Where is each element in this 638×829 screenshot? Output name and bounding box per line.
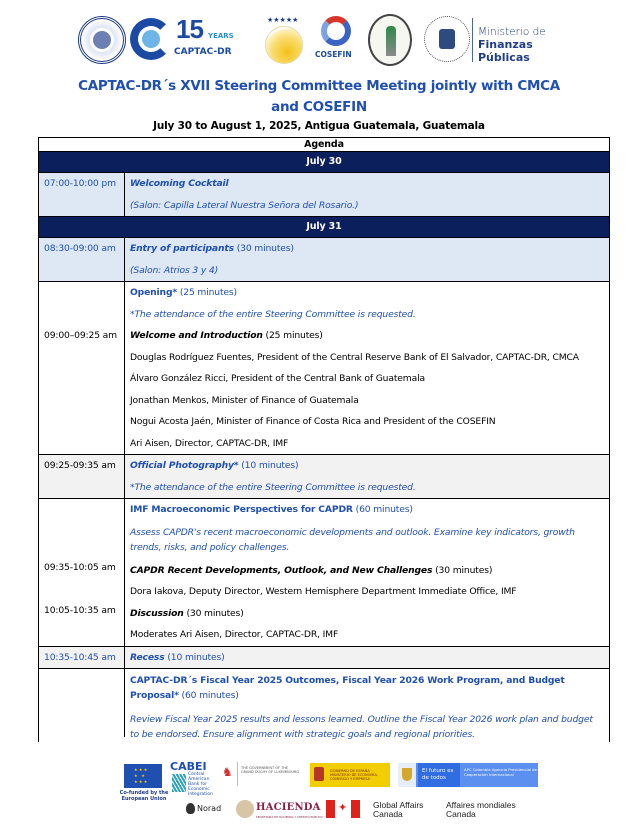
session-title: IMF Macroeconomic Perspectives for CAPDR [130,504,353,515]
page-title-line2: and COSEFIN [271,99,367,115]
sub-session-duration: (30 minutes) [435,564,493,576]
session-time: 10:05-10:35 am [44,605,116,616]
affaires-mondiales-canada-text: Affaires mondiales Canada [446,800,516,819]
day-header-july-30: July 30 [39,152,609,173]
apc-colombia-text: APC Colombia Agencia Presidencial de Cooperación Internacional [464,767,537,777]
captac-dr-logo [174,16,246,64]
agenda-row-imf-macroeconomic-perspectives [39,499,609,647]
minfin-line1: Ministerio de [478,26,546,38]
gobierno-guatemala-seal-icon [424,16,470,62]
page-title-line1: CAPTAC-DR´s XVII Steering Committee Meeting jointly with CMCA [78,78,560,94]
speaker: Nogui Acosta Jaén, Minister of Finance of Costa Rica and President of the COSEFIN [130,416,496,427]
session-time-cell [39,647,125,669]
mexico-seal-icon [236,800,254,818]
norad-text: Norad [197,804,222,813]
logo-divider [472,18,473,62]
agenda-row-fiscal-year-outcomes [39,669,609,742]
session-time-cell [39,499,125,646]
speaker: Dora Iakova, Deputy Director, Western Hemisphere Department Immediate Office, IMF [130,586,517,597]
cosefin-logo [313,14,359,66]
session-description-line2: to be endorsed. Ensure alignment with strategic goals and regional priorities. [130,729,475,740]
session-duration: (10 minutes) [241,460,299,471]
session-content-cell [125,238,609,281]
session-time-cell [39,238,125,281]
agenda-row-opening [39,282,609,455]
banco-de-guatemala-seal-icon [368,14,412,66]
cabei-logo [170,760,222,797]
session-time: 09:00–09:25 am [44,330,117,341]
session-title: Opening* [130,287,178,298]
cosefin-label: COSEFIN [315,50,352,59]
session-title: Recess [130,651,165,663]
session-location: (Salon: Capilla Lateral Nuestra Señora del Rosario.) [130,199,359,211]
session-content-cell [125,455,609,498]
session-location: (Salon: Atrios 3 y 4) [130,264,219,276]
attendance-note: *The attendance of the entire Steering Committee is requested. [130,308,416,320]
session-content-cell [125,282,609,454]
logo-divider [237,762,238,786]
cmca-stars-icon: ★★★★★ [267,16,299,24]
session-duration: (25 minutes) [179,287,237,298]
session-description-line2: trends, risks, and policy challenges. [130,541,290,553]
session-time: 09:25-09:35 am [44,460,116,471]
sub-session-title: CAPDR Recent Developments, Outlook, and New Challenges [130,564,433,576]
agenda-table [38,137,610,742]
cabei-subtitle: Central American Bank for Economic Integration [188,772,213,797]
session-time-cell [39,669,125,737]
session-time: 07:00-10:00 pm [44,178,116,189]
colombia-slogan: El futuro es de todos [418,763,460,787]
session-description-line1: Review Fiscal Year 2025 results and lessons learned. Outline the Fiscal Year 2026 work plan and budget [130,714,593,725]
speaker: Jonathan Menkos, Minister of Finance of Guatemala [130,394,359,406]
norad-globe-icon [186,803,195,814]
hacienda-subtext: SECRETARÍA DE HACIENDA Y CRÉDITO PÚBLICO [256,815,323,819]
session-time: 08:30-09:00 am [44,243,116,254]
sub-session-duration: (25 minutes) [265,330,323,341]
cosefin-ring-icon [321,16,351,46]
session-time: 10:35-10:45 am [44,651,116,663]
norad-logo [186,803,221,814]
session-duration: (10 minutes) [167,651,225,663]
agenda-row-official-photography [39,455,609,499]
agenda-row-entry-of-participants [39,238,609,282]
luxembourg-text: THE GOVERNMENT OF THE GRAND DUCHY OF LUXEMBOURG [241,766,300,774]
day-header-july-31: July 31 [39,217,609,238]
session-time-cell [39,173,125,216]
canada-flag-icon [326,800,360,818]
session-content-cell [125,173,609,216]
agenda-row-welcoming-cocktail [39,173,609,217]
session-time: 09:35-10:05 am [44,562,116,573]
minfin-line2: Finanzas Públicas [478,38,533,64]
session-title: Entry of participants [130,243,234,254]
ministerio-finanzas-logo [478,26,578,64]
sponsor-logos [0,760,638,829]
page-subtitle: July 30 to August 1, 2025, Antigua Guatemala, Guatemala [153,120,485,132]
session-title: Official Photography* [130,460,239,471]
spain-text: GOBIERNO DE ESPAÑA · MINISTERIO DE ECONOMÍA, COMERCIO Y EMPRESA [330,769,378,781]
cmca-sun-icon [265,26,303,64]
session-content-cell [125,499,609,646]
captac-c-icon [130,18,172,60]
colombia-shield-icon [398,763,416,787]
session-time-cell [39,282,125,454]
attendance-note: *The attendance of the entire Steering Committee is requested. [130,481,416,493]
agenda-row-recess [39,647,609,670]
eu-flag-icon [124,764,162,788]
hacienda-text: HACIENDA [256,802,321,813]
captac-name: CAPTAC-DR [174,47,232,57]
sub-session-title: Discussion [130,607,184,619]
captac-15: 15 [176,14,203,44]
cmca-logo [261,16,307,64]
spain-government-logo [310,763,390,787]
session-time-cell [39,455,125,498]
apc-colombia-logo [398,763,538,787]
session-content-cell [125,647,609,669]
session-duration: (30 minutes) [236,243,294,254]
session-title: Welcoming Cocktail [130,178,229,189]
session-duration: (60 minutes) [355,504,413,515]
sub-session-duration: (30 minutes) [186,607,244,619]
global-affairs-canada-text: Global Affairs Canada [373,800,424,819]
agenda-heading: Agenda [39,138,609,152]
speaker: Moderates Ari Aisen, Director, CAPTAC-DR, IMF [130,629,339,640]
cabei-name: CABEI [170,760,207,773]
sub-session-title: Welcome and Introduction [130,330,263,341]
captac-years: YEARS [208,32,234,40]
session-title-line2: Proposal* [130,690,179,701]
session-description-line1: Assess CAPDR's recent macroeconomic developments and outlook. Examine key indicators, growth [130,526,575,538]
luxembourg-lion-icon: ♞ [222,765,233,779]
speaker: Douglas Rodríguez Fuentes, President of the Central Reserve Bank of El Salvador, CAPTAC-DR, CMCA [130,351,579,363]
speaker: Álvaro González Ricci, President of the Central Bank of Guatemala [130,373,425,384]
session-duration: (60 minutes) [181,690,239,701]
session-title-line1: CAPTAC-DR´s Fiscal Year 2025 Outcomes, Fiscal Year 2026 Work Program, and Budget [130,675,565,686]
imf-seal-icon [78,16,126,64]
cabei-stripe-icon [172,774,186,792]
speaker: Ari Aisen, Director, CAPTAC-DR, IMF [130,437,289,449]
header-logos [78,14,578,70]
eu-caption: Co-funded by the European Union [119,790,169,802]
session-content-cell [125,669,609,742]
